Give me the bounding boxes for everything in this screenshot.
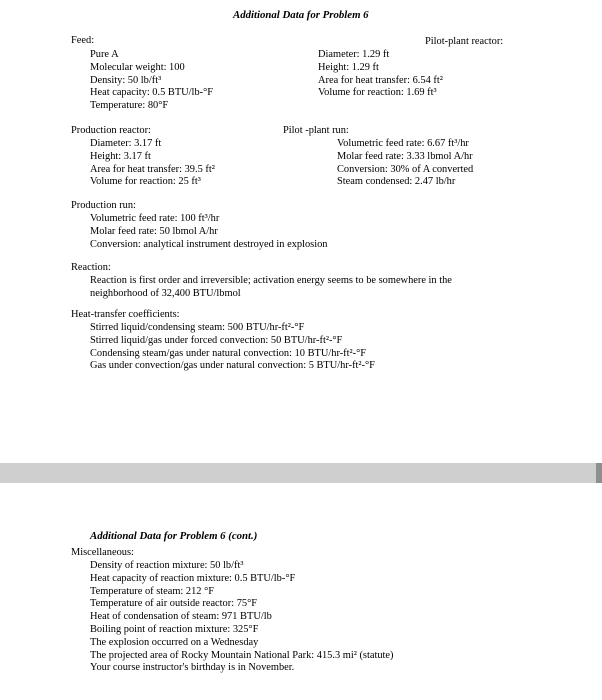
misc-line: Temperature of air outside reactor: 75°F	[90, 598, 258, 610]
misc-line: Heat capacity of reaction mixture: 0.5 BTU/lb-°F	[90, 572, 296, 584]
production-reactor-line: Diameter: 3.17 ft	[90, 138, 162, 149]
production-run-line: Volumetric feed rate: 100 ft³/hr	[90, 213, 220, 224]
heat-transfer-line: Condensing steam/gas under natural convection: 10 BTU/hr-ft²-°F	[90, 347, 367, 359]
page-title: Additional Data for Problem 6	[233, 9, 369, 21]
misc-heading: Miscellaneous:	[71, 547, 134, 558]
pilot-plant-run-line: Conversion: 30% of A converted	[337, 163, 474, 175]
pilot-plant-run-line: Molar feed rate: 3.33 lbmol A/hr	[337, 150, 473, 162]
feed-line: Pure A	[90, 49, 119, 60]
misc-line: Heat of condensation of steam: 971 BTU/lb	[90, 611, 272, 623]
production-reactor-line: Volume for reaction: 25 ft³	[90, 176, 201, 188]
production-reactor-heading: Production reactor:	[71, 125, 151, 136]
pilot-plant-run-list	[337, 138, 473, 189]
production-reactor-line: Height: 3.17 ft	[90, 150, 151, 162]
misc-line: Density of reaction mixture: 50 lb/ft³	[90, 560, 244, 571]
feed-list	[90, 49, 213, 113]
reaction-line: Reaction is first order and irreversible; activation energy seems to be somewhere in the	[90, 275, 452, 286]
pilot-plant-reactor-list	[318, 49, 443, 100]
pilot-plant-reactor-heading: Pilot-plant reactor:	[425, 36, 504, 47]
pilot-plant-reactor-line: Area for heat transfer: 6.54 ft²	[318, 74, 443, 86]
feed-heading: Feed:	[71, 35, 95, 46]
production-run-list	[90, 213, 328, 251]
page-separator	[0, 463, 602, 483]
heat-transfer-line: Gas under convection/gas under natural convection: 5 BTU/hr-ft²-°F	[90, 360, 375, 372]
misc-line: Boiling point of reaction mixture: 325°F	[90, 623, 259, 635]
scrollbar-edge	[596, 463, 602, 483]
misc-line: The explosion occurred on a Wednesday	[90, 636, 259, 648]
production-reactor-list	[90, 138, 215, 189]
pilot-plant-run-line: Volumetric feed rate: 6.67 ft³/hr	[337, 138, 469, 149]
misc-line: Your course instructor's birthday is in November.	[90, 662, 295, 674]
heat-transfer-line: Stirred liquid/condensing steam: 500 BTU/hr-ft²-°F	[90, 322, 305, 333]
misc-line: The projected area of Rocky Mountain National Park: 415.3 mi² (statute)	[90, 649, 394, 661]
misc-list	[90, 560, 394, 675]
production-run-heading: Production run:	[71, 200, 136, 211]
production-run-line: Molar feed rate: 50 lbmol A/hr	[90, 225, 218, 237]
pilot-plant-reactor-line: Volume for reaction: 1.69 ft³	[318, 87, 437, 99]
heat-transfer-heading: Heat-transfer coefficients:	[71, 309, 180, 320]
production-run-line: Conversion: analytical instrument destroyed in explosion	[90, 238, 328, 250]
production-reactor-line: Area for heat transfer: 39.5 ft²	[90, 163, 215, 175]
heat-transfer-list	[90, 322, 375, 373]
heat-transfer-line: Stirred liquid/gas under forced convection: 50 BTU/hr-ft²-°F	[90, 334, 343, 346]
pilot-plant-run-heading: Pilot -plant run:	[283, 125, 349, 136]
page-title-cont: Additional Data for Problem 6 (cont.)	[90, 530, 258, 542]
feed-line: Heat capacity: 0.5 BTU/lb-°F	[90, 87, 214, 99]
feed-line: Density: 50 lb/ft³	[90, 74, 162, 86]
reaction-line: neighborhood of 32,400 BTU/lbmol	[90, 287, 241, 299]
pilot-plant-reactor-line: Diameter: 1.29 ft	[318, 49, 390, 60]
pilot-plant-reactor-line: Height: 1.29 ft	[318, 61, 379, 73]
pilot-plant-run-line: Steam condensed: 2.47 lb/hr	[337, 176, 456, 188]
reaction-list	[90, 275, 452, 301]
reaction-heading: Reaction:	[71, 262, 111, 273]
feed-line: Molecular weight: 100	[90, 61, 185, 73]
misc-line: Temperature of steam: 212 °F	[90, 585, 215, 597]
feed-line: Temperature: 80°F	[90, 100, 169, 112]
